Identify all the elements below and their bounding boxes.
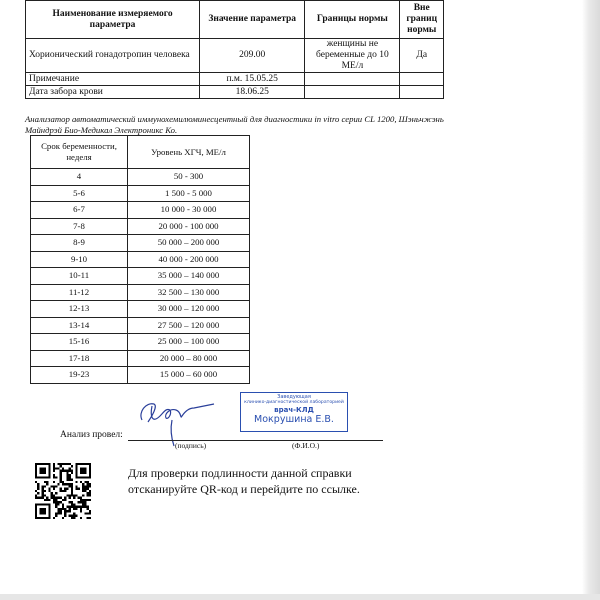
reference-header-row <box>31 136 250 169</box>
header-normal-range: Границы нормы <box>305 1 400 39</box>
hcg-level-cell: 25 000 – 100 000 <box>128 334 250 351</box>
pregnancy-week-cell: 4 <box>31 169 128 186</box>
pregnancy-week-cell: 12-13 <box>31 301 128 318</box>
table-row-blood-date <box>26 86 444 99</box>
page-bottom-edge <box>0 594 600 600</box>
header-pregnancy-week: Срок беременности, неделя <box>31 136 128 169</box>
qr-instructions-line-1: Для проверки подлинности данной справки <box>128 466 352 480</box>
pregnancy-week-cell: 17-18 <box>31 350 128 367</box>
table-row <box>31 301 250 318</box>
pregnancy-week-cell: 8-9 <box>31 235 128 252</box>
qr-instructions-line-2: отсканируйте QR-код и перейдите по ссылке. <box>128 482 360 496</box>
header-parameter-name: Наименование измеряемого параметра <box>26 1 200 39</box>
hcg-level-cell: 32 500 – 130 000 <box>128 284 250 301</box>
results-table <box>25 0 444 99</box>
table-row <box>31 334 250 351</box>
pregnancy-week-cell: 13-14 <box>31 317 128 334</box>
blood-date-label: Дата забора крови <box>26 86 200 99</box>
stamp-line-3: врач-КЛД <box>274 406 314 414</box>
hcg-level-cell: 50 000 – 200 000 <box>128 235 250 252</box>
table-row <box>31 251 250 268</box>
param-value: 209.00 <box>200 39 305 73</box>
analysis-performed-label: Анализ провел: <box>60 430 123 440</box>
signature-caption: (подпись) <box>175 441 207 450</box>
hcg-level-cell: 1 500 - 5 000 <box>128 185 250 202</box>
hcg-level-cell: 50 - 300 <box>128 169 250 186</box>
pregnancy-week-cell: 19-23 <box>31 367 128 384</box>
results-header-row <box>26 1 444 39</box>
pregnancy-week-cell: 10-11 <box>31 268 128 285</box>
pregnancy-week-cell: 15-16 <box>31 334 128 351</box>
table-row-note <box>26 73 444 86</box>
hcg-level-cell: 15 000 – 60 000 <box>128 367 250 384</box>
header-hcg-level: Уровень ХГЧ, МЕ/л <box>128 136 250 169</box>
header-parameter-value: Значение параметра <box>200 1 305 39</box>
note-label: Примечание <box>26 73 200 86</box>
stamp-line-4: Мокрушина Е.В. <box>254 414 334 425</box>
blood-date-value: 18.06.25 <box>200 86 305 99</box>
param-out-of-range: Да <box>400 39 444 73</box>
table-row <box>31 185 250 202</box>
header-out-of-range: Вне границ нормы <box>400 1 444 39</box>
table-row <box>31 235 250 252</box>
param-name: Хорионический гонадотропин человека <box>26 39 200 73</box>
table-row <box>31 367 250 384</box>
table-row <box>31 202 250 219</box>
table-row <box>31 284 250 301</box>
name-caption: (Ф.И.О.) <box>292 441 320 450</box>
pregnancy-week-cell: 6-7 <box>31 202 128 219</box>
reference-table <box>30 135 250 384</box>
table-row <box>31 350 250 367</box>
analyzer-note: Анализатор автоматический иммунохемилюминесцентный для диагностики in vitro серии CL 1200, Шэньчжэнь Майндрэй Био-Медикал Электроникс Ко. <box>25 114 444 135</box>
table-row <box>31 268 250 285</box>
signature-image <box>128 386 218 448</box>
qr-code[interactable] <box>35 463 91 519</box>
doctor-stamp <box>240 392 348 432</box>
hcg-level-cell: 35 000 – 140 000 <box>128 268 250 285</box>
pregnancy-week-cell: 7-8 <box>31 218 128 235</box>
hcg-level-cell: 20 000 – 80 000 <box>128 350 250 367</box>
hcg-level-cell: 20 000 - 100 000 <box>128 218 250 235</box>
hcg-level-cell: 10 000 - 30 000 <box>128 202 250 219</box>
table-row <box>31 317 250 334</box>
table-row <box>31 169 250 186</box>
page-edge-shadow <box>582 0 600 600</box>
pregnancy-week-cell: 11-12 <box>31 284 128 301</box>
stamp-line-1: Заведующая <box>277 394 311 400</box>
hcg-level-cell: 40 000 - 200 000 <box>128 251 250 268</box>
hcg-level-cell: 27 500 – 120 000 <box>128 317 250 334</box>
param-range: женщины не беременные до 10 МЕ/л <box>305 39 400 73</box>
signature-line <box>128 440 383 441</box>
pregnancy-week-cell: 5-6 <box>31 185 128 202</box>
qr-instructions <box>128 465 360 497</box>
reference-body <box>31 169 250 384</box>
hcg-level-cell: 30 000 – 120 000 <box>128 301 250 318</box>
pregnancy-week-cell: 9-10 <box>31 251 128 268</box>
stamp-line-2: клинико-диагностической лабораторией <box>244 400 344 405</box>
table-row-hcg <box>26 39 444 73</box>
note-value: п.м. 15.05.25 <box>200 73 305 86</box>
table-row <box>31 218 250 235</box>
